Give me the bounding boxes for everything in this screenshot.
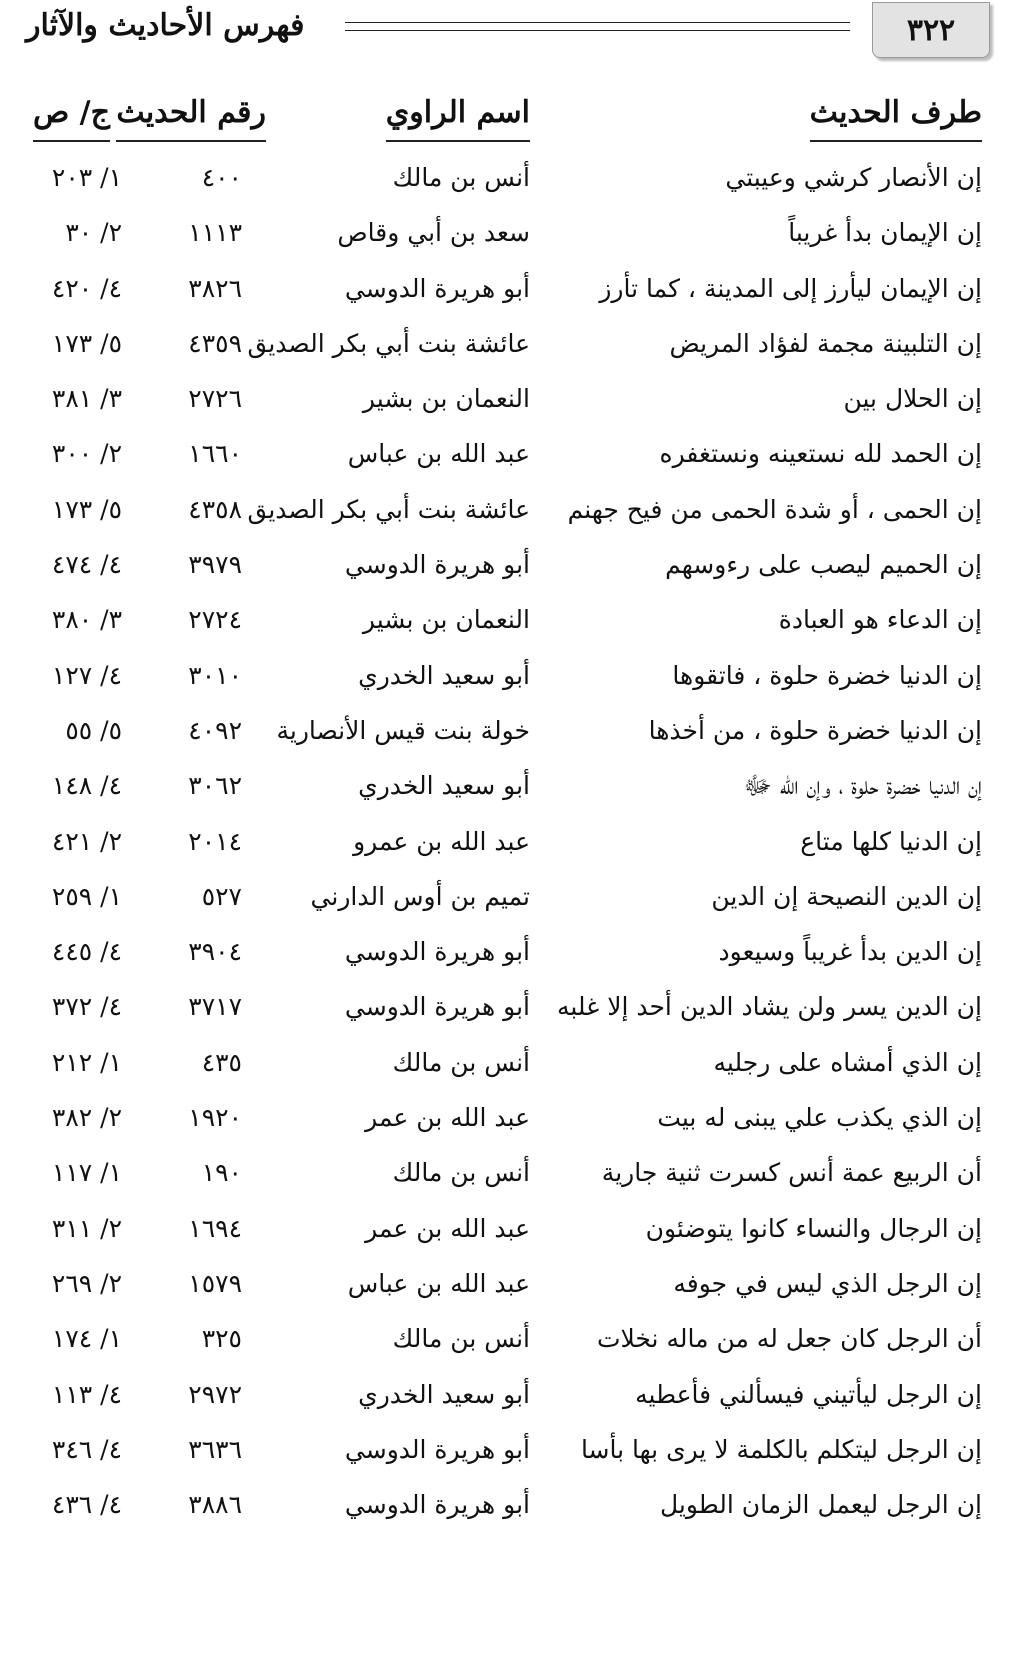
- narrator-name: أبو هريرة الدوسي: [344, 273, 530, 303]
- header-rule: [345, 22, 850, 23]
- hadith-number: ٣٠٦٢: [188, 771, 242, 801]
- table-row: [0, 869, 1010, 924]
- hadith-number: ١٥٧٩: [188, 1268, 242, 1298]
- table-row: [0, 482, 1010, 537]
- hadith-number: ٢٠١٤: [188, 826, 242, 856]
- hadith-text: إن الدين بدأ غريباً وسيعود: [718, 937, 982, 967]
- hadith-number: ٤٠٠: [201, 163, 242, 192]
- narrator-name: عائشة بنت أبي بكر الصديق: [247, 328, 530, 358]
- hadith-number: ٣٨٨٦: [188, 1490, 242, 1520]
- hadith-text: إن الرجال والنساء كانوا يتوضئون: [645, 1213, 982, 1243]
- narrator-name: أنس بن مالك: [392, 163, 530, 192]
- volume-page-ref: ١/ ٢٥٩: [51, 881, 122, 911]
- hadith-number: ٥٢٧: [201, 881, 242, 911]
- volume-page-ref: ٥/ ١٧٣: [51, 494, 122, 524]
- hadith-number: ٣٨٢٦: [188, 273, 242, 303]
- hadith-text: إن الرجل ليعمل الزمان الطويل: [659, 1490, 982, 1520]
- narrator-name: النعمان بن بشير: [362, 384, 530, 414]
- hadith-number: ٢٧٢٤: [188, 605, 242, 635]
- page-number-badge: ٣٢٢: [872, 2, 990, 58]
- volume-page-ref: ٥/ ١٧٣: [51, 328, 122, 358]
- hadith-number: ٣٢٥: [201, 1324, 242, 1354]
- volume-page-ref: ١/ ٢٠٣: [51, 163, 122, 192]
- hadith-number: ٤٣٥٨: [188, 494, 242, 524]
- table-row: [0, 1145, 1010, 1200]
- hadith-text: إن الدنيا خضرة حلوة ، من أخذها: [648, 715, 982, 745]
- hadith-index-table: [0, 150, 1010, 1532]
- column-header-narrator: اسم الراوي: [386, 90, 530, 142]
- hadith-text: إن الرجل الذي ليس في جوفه: [673, 1268, 982, 1298]
- volume-page-ref: ٢/ ٣٠٠: [51, 439, 122, 469]
- hadith-text: إن الرجل ليتكلم بالكلمة لا يرى بها بأسا: [580, 1434, 982, 1464]
- hadith-text: إن التلبينة مجمة لفؤاد المريض: [669, 328, 982, 358]
- hadith-number: ٣٩٧٩: [188, 550, 242, 580]
- volume-page-ref: ٢/ ٣٨٢: [51, 1103, 122, 1133]
- table-row: [0, 1090, 1010, 1145]
- hadith-number: ٤٠٩٢: [188, 715, 242, 745]
- narrator-name: تميم بن أوس الدارني: [310, 881, 530, 911]
- hadith-number: ٤٣٥: [201, 1047, 242, 1077]
- hadith-number: ٣٧١٧: [188, 992, 242, 1022]
- hadith-number: ٣٦٣٦: [188, 1434, 242, 1464]
- table-row: [0, 316, 1010, 371]
- volume-page-ref: ٤/ ٤٢٠: [51, 273, 122, 303]
- narrator-name: خولة بنت قيس الأنصارية: [276, 715, 530, 745]
- table-row: [0, 1477, 1010, 1532]
- volume-page-ref: ٤/ ٤٣٦: [51, 1490, 122, 1520]
- volume-page-ref: ٢/ ٣١١: [51, 1213, 122, 1243]
- column-header-volume-page: ج/ ص: [33, 90, 110, 142]
- volume-page-ref: ٢/ ٢٦٩: [51, 1268, 122, 1298]
- narrator-name: أبو هريرة الدوسي: [344, 937, 530, 967]
- table-row: [0, 371, 1010, 426]
- hadith-text: إن الحمد لله نستعينه ونستغفره: [659, 439, 982, 469]
- narrator-name: أبو هريرة الدوسي: [344, 1434, 530, 1464]
- hadith-text: إن الأنصار كرشي وعيبتي: [725, 163, 982, 192]
- hadith-number: ٣٠١٠: [188, 660, 242, 690]
- hadith-text: أن الربيع عمة أنس كسرت ثنية جارية: [601, 1158, 982, 1188]
- hadith-text: إن الذي أمشاه على رجليه: [713, 1047, 982, 1077]
- volume-page-ref: ١/ ١٧٤: [51, 1324, 122, 1354]
- narrator-name: أبو هريرة الدوسي: [344, 1490, 530, 1520]
- volume-page-ref: ١/ ٢١٢: [51, 1047, 122, 1077]
- volume-page-ref: ٣/ ٣٨١: [51, 384, 122, 414]
- hadith-text: إن الدين يسر ولن يشاد الدين أحد إلا غلبه: [556, 992, 982, 1022]
- hadith-number: ١١١٣: [188, 218, 242, 248]
- section-title: فهرس الأحاديث والآثار: [26, 8, 305, 43]
- table-row: [0, 426, 1010, 481]
- volume-page-ref: ٤/ ١٤٨: [51, 771, 122, 801]
- table-row: [0, 1035, 1010, 1090]
- narrator-name: أبو هريرة الدوسي: [344, 992, 530, 1022]
- hadith-number: ١٦٦٠: [188, 439, 242, 469]
- narrator-name: أبو سعيد الخدري: [358, 771, 530, 801]
- column-header-hadith: طرف الحديث: [810, 90, 982, 142]
- volume-page-ref: ٤/ ٤٧٤: [51, 550, 122, 580]
- volume-page-ref: ١/ ١١٧: [51, 1158, 122, 1188]
- table-row: [0, 1256, 1010, 1311]
- narrator-name: عبد الله بن عمرو: [353, 826, 530, 856]
- volume-page-ref: ٢/ ٣٠: [65, 218, 122, 248]
- table-row: [0, 979, 1010, 1034]
- hadith-number: ١٦٩٤: [188, 1213, 242, 1243]
- hadith-number: ٤٣٥٩: [188, 328, 242, 358]
- column-header-number: رقم الحديث: [116, 90, 266, 142]
- narrator-name: النعمان بن بشير: [362, 605, 530, 635]
- hadith-number: ٢٩٧٢: [188, 1379, 242, 1409]
- narrator-name: عبد الله بن عمر: [365, 1213, 530, 1243]
- table-row: [0, 1201, 1010, 1256]
- hadith-text: إن الذي يكذب علي يبنى له بيت: [657, 1103, 982, 1133]
- hadith-text: إن الدعاء هو العبادة: [778, 605, 982, 635]
- volume-page-ref: ٥/ ٥٥: [65, 715, 122, 745]
- volume-page-ref: ٤/ ٤٤٥: [51, 937, 122, 967]
- hadith-text: إن الدنيا خضرة حلوة ، فاتقوها: [672, 660, 982, 690]
- volume-page-ref: ٣/ ٣٨٠: [51, 605, 122, 635]
- volume-page-ref: ٤/ ١١٣: [51, 1379, 122, 1409]
- hadith-number: ٣٩٠٤: [188, 937, 242, 967]
- table-row: [0, 924, 1010, 979]
- narrator-name: أنس بن مالك: [392, 1324, 530, 1354]
- table-row: [0, 814, 1010, 869]
- narrator-name: عبد الله بن عباس: [347, 439, 530, 469]
- volume-page-ref: ٤/ ٣٤٦: [51, 1434, 122, 1464]
- table-row: [0, 205, 1010, 260]
- table-row: [0, 1422, 1010, 1477]
- table-row: [0, 261, 1010, 316]
- table-row: [0, 537, 1010, 592]
- narrator-name: أبو سعيد الخدري: [358, 1379, 530, 1409]
- hadith-text: إن الحميم ليصب على رءوسهم: [665, 550, 982, 580]
- table-row: [0, 758, 1010, 813]
- hadith-text: إن الإيمان ليأرز إلى المدينة ، كما تأرز: [599, 273, 982, 303]
- narrator-name: أنس بن مالك: [392, 1158, 530, 1188]
- narrator-name: سعد بن أبي وقاص: [337, 218, 530, 248]
- volume-page-ref: ٤/ ٣٧٢: [51, 992, 122, 1022]
- volume-page-ref: ٢/ ٤٢١: [51, 826, 122, 856]
- hadith-text: إن الرجل ليأتيني فيسألني فأعطيه: [635, 1379, 982, 1409]
- table-row: [0, 592, 1010, 647]
- hadith-number: ١٩٢٠: [188, 1103, 242, 1133]
- narrator-name: أبو هريرة الدوسي: [344, 550, 530, 580]
- narrator-name: عبد الله بن عباس: [347, 1268, 530, 1298]
- narrator-name: عبد الله بن عمر: [365, 1103, 530, 1133]
- table-row: [0, 1311, 1010, 1366]
- hadith-text: إن الدين النصيحة إن الدين: [711, 881, 982, 911]
- table-row: [0, 1367, 1010, 1422]
- hadith-number: ٢٧٢٦: [188, 384, 242, 414]
- hadith-text: إن الدنيا خضرة حلوة ، وإن الله ﷻ: [743, 771, 982, 801]
- hadith-text: إن الحلال بين: [843, 384, 982, 414]
- hadith-text: إن الحمى ، أو شدة الحمى من فيح جهنم: [567, 494, 982, 524]
- table-row: [0, 703, 1010, 758]
- narrator-name: أبو سعيد الخدري: [358, 660, 530, 690]
- narrator-name: أنس بن مالك: [392, 1047, 530, 1077]
- hadith-text: أن الرجل كان جعل له من ماله نخلات: [596, 1324, 982, 1354]
- table-row: [0, 648, 1010, 703]
- volume-page-ref: ٤/ ١٢٧: [51, 660, 122, 690]
- header-rule: [345, 30, 850, 31]
- hadith-text: إن الدنيا كلها متاع: [800, 826, 982, 856]
- hadith-number: ١٩٠: [201, 1158, 242, 1188]
- page-header: [0, 0, 1010, 70]
- narrator-name: عائشة بنت أبي بكر الصديق: [247, 494, 530, 524]
- table-row: [0, 150, 1010, 205]
- hadith-text: إن الإيمان بدأ غريباً: [788, 218, 982, 248]
